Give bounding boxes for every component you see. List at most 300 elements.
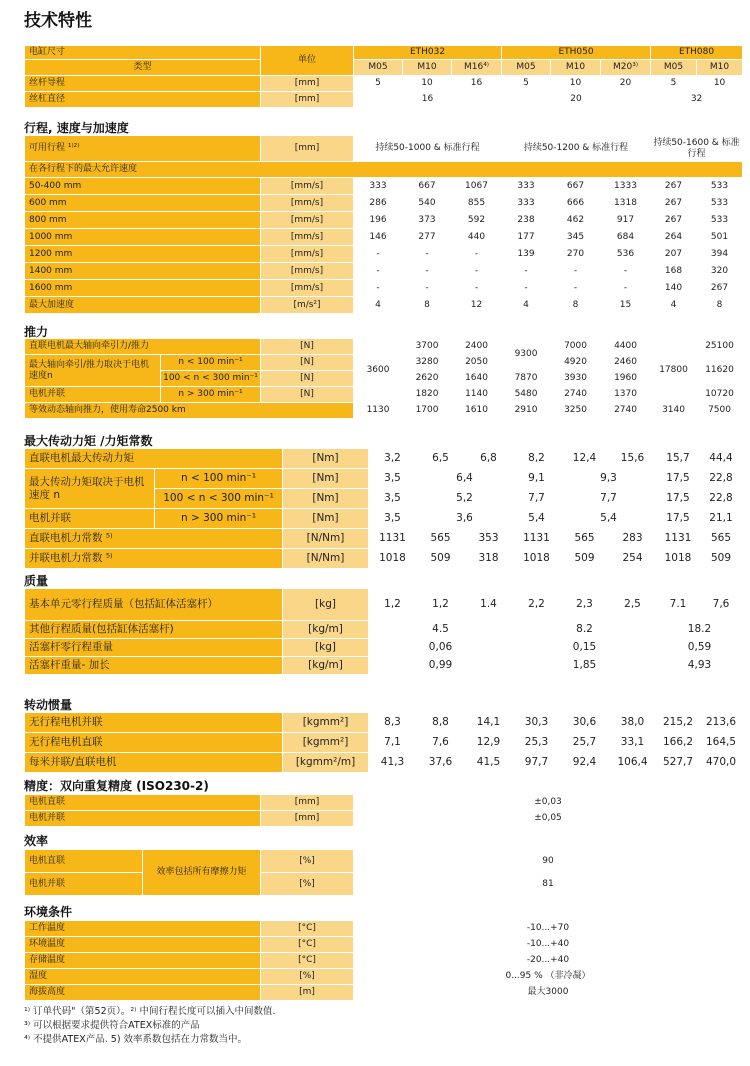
unit-cell: [mm/s] [261, 263, 354, 280]
row-label: 电机并联 [25, 873, 143, 896]
value-cell: 25100 [697, 339, 743, 355]
section-title-efficiency: 效率 [24, 834, 49, 848]
value-cell: 10 [551, 76, 601, 92]
value-cell: 18.2 [657, 621, 743, 639]
page-title: 技术特性 [24, 11, 92, 31]
value-cell: 267 [651, 195, 697, 212]
table-row [25, 733, 743, 753]
value-cell: -10...+70 [354, 921, 743, 937]
row-label: 电机并联 [25, 387, 161, 403]
value-cell: 213,6 [700, 713, 743, 733]
value-cell: 30,3 [513, 713, 561, 733]
unit-cell: [%] [261, 969, 354, 985]
section-title-environment: 环境条件 [24, 905, 73, 919]
value-cell: 1,85 [513, 657, 657, 675]
value-cell: 3,5 [369, 509, 417, 529]
unit-cell: [mm/s] [261, 178, 354, 195]
value-cell: 684 [601, 229, 651, 246]
value-cell: 2,3 [561, 589, 609, 621]
value-cell: 509 [417, 549, 465, 569]
table-row [25, 280, 743, 297]
unit-cell: [mm/s] [261, 229, 354, 246]
row-label: 丝杆导程 [25, 76, 261, 92]
footnote: ¹⁾ 订单代码"（第52页）。²⁾ 中间行程长度可以插入中间数值. [24, 1006, 276, 1017]
value-cell: - [452, 280, 502, 297]
value-cell: 565 [561, 529, 609, 549]
value-cell: 25,7 [561, 733, 609, 753]
value-cell: 21,1 [700, 509, 743, 529]
value-cell: 81 [354, 873, 743, 896]
row-label: 最大传动力矩取决于电机速度 n [25, 469, 155, 509]
value-cell: 666 [551, 195, 601, 212]
row-label: 并联电机力常数 ⁵⁾ [25, 549, 283, 569]
unit-cell: [kgmm²/m] [283, 753, 369, 773]
value-cell: 41,3 [369, 753, 417, 773]
unit-cell: [mm/s] [261, 212, 354, 229]
value-cell: 3700 [403, 339, 452, 355]
value-cell: 1370 [601, 387, 651, 403]
model-label: 电缸尺寸 [25, 46, 261, 60]
value-cell: 20 [502, 92, 651, 108]
row-label: 无行程电机直联 [25, 733, 283, 753]
value-cell: 90 [354, 850, 743, 873]
spec-table-thrust [24, 338, 743, 419]
value-cell: 1960 [601, 371, 651, 387]
row-label: 电机并联 [25, 811, 261, 827]
unit-cell: [N/Nm] [283, 549, 369, 569]
value-cell: 462 [551, 212, 601, 229]
section-title-inertia: 转动惯量 [24, 698, 73, 712]
unit-cell: [kgmm²] [283, 733, 369, 753]
value-cell: 509 [700, 549, 743, 569]
unit-cell: [°C] [261, 953, 354, 969]
row-label: 无行程电机并联 [25, 713, 283, 733]
variant: M10 [551, 60, 601, 76]
variant: M05 [354, 60, 403, 76]
table-row [25, 178, 743, 195]
value-cell: 353 [465, 529, 513, 549]
value-cell: 12,9 [465, 733, 513, 753]
row-label: 每米并联/直联电机 [25, 753, 283, 773]
value-cell: 2050 [452, 355, 502, 371]
unit-cell: [kg] [283, 589, 369, 621]
value-cell: 15,7 [657, 449, 700, 469]
value-cell: 215,2 [657, 713, 700, 733]
value-cell: 4 [354, 297, 403, 314]
unit-cell: [%] [261, 850, 354, 873]
value-cell: 最大3000 [354, 985, 743, 1001]
unit-cell: [mm] [261, 92, 354, 108]
unit-cell: [mm/s] [261, 280, 354, 297]
value-cell: 470,0 [700, 753, 743, 773]
unit-cell: [Nm] [283, 469, 369, 489]
value-cell: 168 [651, 263, 697, 280]
value-cell: 3,6 [417, 509, 513, 529]
value-cell: 5 [651, 76, 697, 92]
variant: M20³⁾ [601, 60, 651, 76]
value-cell: 1131 [369, 529, 417, 549]
value-cell: 3930 [551, 371, 601, 387]
value-cell: 17,5 [657, 509, 700, 529]
variant: M05 [502, 60, 551, 76]
value-cell: 501 [697, 229, 743, 246]
unit-cell: [m] [261, 985, 354, 1001]
table-row [25, 263, 743, 280]
row-label: 最大轴向牵引/推力取决于电机速度n [25, 355, 161, 387]
section-title-stroke: 行程, 速度与加速度 [24, 121, 129, 135]
value-cell: 9,3 [561, 469, 657, 489]
value-cell: 12,4 [561, 449, 609, 469]
unit-header: 单位 [261, 46, 354, 76]
value-cell: 533 [697, 178, 743, 195]
value-cell: - [601, 280, 651, 297]
unit-cell: [N] [261, 387, 354, 403]
value-cell: 318 [465, 549, 513, 569]
value-cell: - [452, 246, 502, 263]
value-cell: 6,5 [417, 449, 465, 469]
value-cell: 140 [651, 280, 697, 297]
value-cell: 394 [697, 246, 743, 263]
value-cell: 4920 [551, 355, 601, 371]
spec-table-inertia [24, 712, 743, 773]
table-row [25, 753, 743, 773]
value-cell: 20 [601, 76, 651, 92]
type-label: 类型 [25, 60, 261, 76]
value-cell: 3600 [354, 339, 403, 403]
value-cell: 345 [551, 229, 601, 246]
value-cell: 277 [403, 229, 452, 246]
value-cell: 14,1 [465, 713, 513, 733]
value-cell: 7.1 [657, 589, 700, 621]
model-eth080: ETH080 [651, 46, 743, 60]
model-eth050: ETH050 [502, 46, 651, 60]
unit-cell: [kgmm²] [283, 713, 369, 733]
value-cell: 44,4 [700, 449, 743, 469]
value-cell: 533 [697, 212, 743, 229]
value-cell: - [403, 280, 452, 297]
value-cell: 440 [452, 229, 502, 246]
unit-cell: [mm] [261, 136, 354, 162]
value-cell: 106,4 [609, 753, 657, 773]
value-cell: -20...+40 [354, 953, 743, 969]
unit-cell: [Nm] [283, 489, 369, 509]
value-cell: 166,2 [657, 733, 700, 753]
value-cell: 1130 [354, 403, 403, 419]
value-cell: 1,2 [369, 589, 417, 621]
value-cell: 5480 [502, 387, 551, 403]
unit-cell: [°C] [261, 937, 354, 953]
footnote: ³⁾ 可以根据要求提供符合ATEX标准的产品 [24, 1020, 200, 1031]
value-cell: 2460 [601, 355, 651, 371]
value-cell: ±0,05 [354, 811, 743, 827]
value-cell: 527,7 [657, 753, 700, 773]
value-cell: 30,6 [561, 713, 609, 733]
value-cell: 2620 [403, 371, 452, 387]
row-label: 直联电机力常数 ⁵⁾ [25, 529, 283, 549]
value-cell: 5 [502, 76, 551, 92]
spec-table-header [24, 45, 743, 108]
value-cell: 267 [697, 280, 743, 297]
value-cell: 177 [502, 229, 551, 246]
value-cell: 917 [601, 212, 651, 229]
value-cell: 8,3 [369, 713, 417, 733]
footnotes [24, 1005, 276, 1047]
unit-cell: [°C] [261, 921, 354, 937]
unit-cell: [mm] [261, 811, 354, 827]
value-cell: 533 [697, 195, 743, 212]
unit-cell: [mm/s] [261, 246, 354, 263]
value-cell: - [452, 263, 502, 280]
spec-table-mass [24, 588, 743, 675]
unit-cell: [kg] [283, 639, 369, 657]
value-cell: 333 [502, 178, 551, 195]
table-row [25, 212, 743, 229]
value-cell: 286 [354, 195, 403, 212]
table-row [25, 297, 743, 314]
value-cell: 6,8 [465, 449, 513, 469]
variant: M10 [697, 60, 743, 76]
table-row [25, 92, 743, 108]
sub-label: n > 300 min⁻¹ [161, 387, 261, 403]
efficiency-note: 效率包括所有摩擦力矩 [143, 850, 261, 896]
value-cell: - [502, 263, 551, 280]
table-row [25, 229, 743, 246]
unit-cell: [N] [261, 371, 354, 387]
unit-cell: [N] [261, 355, 354, 371]
value-cell: 667 [403, 178, 452, 195]
value-cell: 1.4 [465, 589, 513, 621]
unit-cell: [kg/m] [283, 621, 369, 639]
value-cell: 7870 [502, 371, 551, 387]
table-row [25, 246, 743, 263]
table-row [25, 195, 743, 212]
variant: M05 [651, 60, 697, 76]
value-cell: 持续50-1200 & 标准行程 [502, 136, 651, 162]
value-cell: 8 [697, 297, 743, 314]
value-cell: 10 [697, 76, 743, 92]
value-cell: 4400 [601, 339, 651, 355]
value-cell: 5,4 [561, 509, 657, 529]
row-label: 丝杠直径 [25, 92, 261, 108]
section-title-torque: 最大传动力矩 /力矩常数 [24, 434, 153, 448]
value-cell: 2,2 [513, 589, 561, 621]
value-cell: 3140 [651, 403, 697, 419]
value-cell: 536 [601, 246, 651, 263]
value-cell: 2400 [452, 339, 502, 355]
value-cell: 33,1 [609, 733, 657, 753]
row-label: 海拔高度 [25, 985, 261, 1001]
value-cell: 2910 [502, 403, 551, 419]
row-label: 1200 mm [25, 246, 261, 263]
value-cell: 1318 [601, 195, 651, 212]
value-cell: 0,99 [369, 657, 513, 675]
value-cell: 1700 [403, 403, 452, 419]
value-cell: 1018 [513, 549, 561, 569]
value-cell: 持续50-1600 & 标准行程 [651, 136, 743, 162]
value-cell: 592 [452, 212, 502, 229]
row-label: 电机直联 [25, 795, 261, 811]
value-cell: 5 [354, 76, 403, 92]
value-cell: 164,5 [700, 733, 743, 753]
row-label: 等效动态轴向推力，使用寿命2500 km [25, 403, 354, 419]
value-cell: 2740 [551, 387, 601, 403]
value-cell: -10...+40 [354, 937, 743, 953]
table-row [25, 713, 743, 733]
unit-cell: [kg/m] [283, 657, 369, 675]
value-cell: 25,3 [513, 733, 561, 753]
value-cell: 32 [651, 92, 743, 108]
value-cell: 8,8 [417, 713, 465, 733]
value-cell: 7000 [551, 339, 601, 355]
value-cell: 7,7 [513, 489, 561, 509]
value-cell: 7,6 [417, 733, 465, 753]
value-cell: - [354, 263, 403, 280]
variant: M16⁴⁾ [452, 60, 502, 76]
unit-cell: [Nm] [283, 449, 369, 469]
value-cell: 373 [403, 212, 452, 229]
spec-table-stroke [24, 135, 743, 314]
value-cell: 38,0 [609, 713, 657, 733]
value-cell: 254 [609, 549, 657, 569]
speed-header: 在各行程下的最大允许速度 [25, 162, 743, 178]
value-cell: 9,1 [513, 469, 561, 489]
row-label: 1600 mm [25, 280, 261, 297]
value-cell: 15 [601, 297, 651, 314]
value-cell: 22,8 [700, 469, 743, 489]
value-cell: 238 [502, 212, 551, 229]
row-label: 其他行程质量(包括缸体活塞杆) [25, 621, 283, 639]
row-label: 电机直联 [25, 850, 143, 873]
value-cell: 3,2 [369, 449, 417, 469]
row-label: 直联电机最大传动力矩 [25, 449, 283, 469]
row-label: 最大加速度 [25, 297, 261, 314]
sub-label: 100 < n < 300 min⁻¹ [161, 371, 261, 387]
value-cell: 37,6 [417, 753, 465, 773]
value-cell: - [551, 280, 601, 297]
value-cell: 5,2 [417, 489, 513, 509]
value-cell: 41,5 [465, 753, 513, 773]
value-cell: 11620 [697, 355, 743, 387]
row-label: 50-400 mm [25, 178, 261, 195]
value-cell: 264 [651, 229, 697, 246]
spec-table-torque [24, 448, 743, 569]
value-cell: 2,5 [609, 589, 657, 621]
value-cell: 0,15 [513, 639, 657, 657]
value-cell: 1,2 [417, 589, 465, 621]
value-cell: 8,2 [513, 449, 561, 469]
value-cell: 3,5 [369, 489, 417, 509]
value-cell: 16 [452, 76, 502, 92]
value-cell: ±0,03 [354, 795, 743, 811]
sub-label: n < 100 min⁻¹ [161, 355, 261, 371]
value-cell: 3250 [551, 403, 601, 419]
value-cell: 8 [403, 297, 452, 314]
row-label: 活塞杆重量- 加长 [25, 657, 283, 675]
value-cell: 10720 [697, 387, 743, 403]
row-label: 环境温度 [25, 937, 261, 953]
row-label: 可用行程 ¹⁾²⁾ [25, 136, 261, 162]
value-cell: 4 [651, 297, 697, 314]
value-cell: 333 [354, 178, 403, 195]
value-cell: 17,5 [657, 489, 700, 509]
unit-cell: [Nm] [283, 509, 369, 529]
value-cell: 0...95 % （非冷凝） [354, 969, 743, 985]
value-cell: 8 [551, 297, 601, 314]
variant: M10 [403, 60, 452, 76]
value-cell: 1067 [452, 178, 502, 195]
value-cell: 1333 [601, 178, 651, 195]
value-cell: 8.2 [513, 621, 657, 639]
value-cell: 5,4 [513, 509, 561, 529]
value-cell: 4 [502, 297, 551, 314]
value-cell: 540 [403, 195, 452, 212]
spec-table-accuracy [24, 794, 743, 827]
section-title-accuracy: 精度：双向重复精度 (ISO230-2) [24, 779, 209, 793]
value-cell: 4,93 [657, 657, 743, 675]
row-label: 工作温度 [25, 921, 261, 937]
spec-table-environment [24, 920, 743, 1001]
value-cell: - [354, 246, 403, 263]
value-cell: 207 [651, 246, 697, 263]
value-cell: 92,4 [561, 753, 609, 773]
value-cell: 3,5 [369, 469, 417, 489]
value-cell: 270 [551, 246, 601, 263]
value-cell: 0,06 [369, 639, 513, 657]
section-title-thrust: 推力 [24, 325, 49, 339]
row-label: 基本单元零行程质量（包括缸体活塞杆） [25, 589, 283, 621]
value-cell: - [403, 263, 452, 280]
footnote: ⁴⁾ 不提供ATEX产品. 5) 效率系数包括在力常数当中。 [24, 1034, 248, 1045]
table-row [25, 76, 743, 92]
row-label: 活塞杆零行程重量 [25, 639, 283, 657]
value-cell: - [354, 280, 403, 297]
value-cell: 196 [354, 212, 403, 229]
value-cell: 7,7 [561, 489, 657, 509]
value-cell: 6,4 [417, 469, 513, 489]
model-eth032: ETH032 [354, 46, 502, 60]
value-cell: - [403, 246, 452, 263]
spec-table-efficiency [24, 849, 743, 896]
unit-cell: [%] [261, 873, 354, 896]
value-cell: 283 [609, 529, 657, 549]
row-label: 湿度 [25, 969, 261, 985]
value-cell: 持续50-1000 & 标准行程 [354, 136, 502, 162]
unit-cell: [N] [261, 339, 354, 355]
row-label: 电机并联 [25, 509, 155, 529]
value-cell: 0,59 [657, 639, 743, 657]
row-label: 800 mm [25, 212, 261, 229]
value-cell: 146 [354, 229, 403, 246]
value-cell: - [502, 280, 551, 297]
value-cell: 1018 [657, 549, 700, 569]
value-cell: 1018 [369, 549, 417, 569]
value-cell: 565 [417, 529, 465, 549]
value-cell: 333 [502, 195, 551, 212]
value-cell: 1820 [403, 387, 452, 403]
value-cell: 267 [651, 212, 697, 229]
value-cell: 267 [651, 178, 697, 195]
row-label: 1400 mm [25, 263, 261, 280]
value-cell: 4.5 [369, 621, 513, 639]
row-label: 600 mm [25, 195, 261, 212]
row-label: 存储温度 [25, 953, 261, 969]
value-cell: - [551, 263, 601, 280]
value-cell: 10 [403, 76, 452, 92]
value-cell: 16 [354, 92, 502, 108]
value-cell: - [601, 263, 651, 280]
value-cell: 7,1 [369, 733, 417, 753]
value-cell: 17800 [651, 339, 697, 403]
